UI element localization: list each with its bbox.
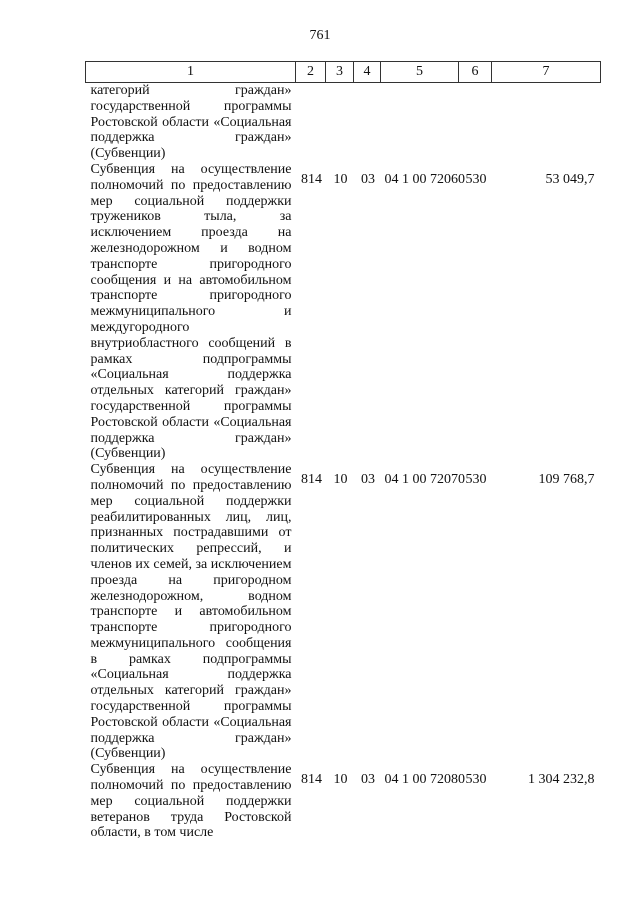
row-col-4	[354, 83, 381, 162]
row-col-5: 04 1 00 72070	[384, 472, 465, 488]
row-col-3: 10	[333, 171, 348, 187]
budget-table	[85, 61, 601, 841]
table-row	[86, 83, 601, 162]
header-col-6: 6	[459, 62, 492, 83]
row-description: Субвенция на осуществление полномочий по предоставлению мер социальной поддержки тружеников тыла, за исключением проезда на железнодорожном и водном транспорте пригородного сообщения и на автомобильном транспорте пригородного межмуниципального и междугородного внутриобластного сообщений в рамках подпрограммы «Социальная поддержка отдельных категорий граждан» государственной программы Ростовской области «Социальная поддержка граждан» (Субвенции)	[90, 161, 292, 462]
row-col-2: 814	[301, 472, 322, 488]
table-row	[86, 162, 601, 462]
row-description: Субвенция на осуществление полномочий по предоставлению мер социальной поддержки реабилитированных лиц, лиц, признанных пострадавшими от политических репрессий, и членов их семей, за исключением проезда на пригородном железнодорожном, водном транспорте и автомобильном транспорте пригородного межмуниципального сообщения в рамках подпрограммы «Социальная поддержка отдельных категорий граждан» государственной программы Ростовской области «Социальная поддержка граждан» (Субвенции)	[90, 462, 292, 762]
row-col-4: 03	[361, 472, 375, 488]
row-col-6: 530	[465, 171, 487, 187]
header-row	[86, 62, 601, 83]
page-number: 761	[309, 28, 331, 43]
row-col-6: 530	[465, 472, 487, 488]
header-col-5: 5	[381, 62, 459, 83]
row-col-5	[381, 83, 459, 162]
row-col-4: 03	[361, 171, 375, 187]
row-col-4: 03	[361, 772, 375, 788]
row-amount: 109 768,7	[538, 472, 595, 488]
header-col-3: 3	[326, 62, 354, 83]
row-amount: 1 304 232,8	[528, 772, 595, 788]
table-body	[86, 83, 601, 842]
header-col-7: 7	[492, 62, 601, 83]
row-col-6	[459, 83, 492, 162]
header-col-2: 2	[296, 62, 326, 83]
row-amount	[492, 83, 601, 162]
row-col-3: 10	[333, 472, 348, 488]
row-col-3: 10	[333, 772, 348, 788]
row-col-2: 814	[301, 171, 322, 187]
header-col-4: 4	[354, 62, 381, 83]
table-row	[86, 462, 601, 762]
row-col-6: 530	[465, 772, 487, 788]
table-row	[86, 762, 601, 841]
row-col-5: 04 1 00 72080	[384, 772, 465, 788]
table-header	[86, 62, 601, 83]
header-col-1: 1	[86, 62, 296, 83]
row-amount: 53 049,7	[545, 171, 595, 187]
row-col-3	[326, 83, 354, 162]
row-description: категорий граждан» государственной программы Ростовской области «Социальная поддержка граждан» (Субвенции)	[90, 83, 292, 162]
row-col-2: 814	[301, 772, 322, 788]
row-col-2	[296, 83, 326, 162]
row-col-5: 04 1 00 72060	[384, 171, 465, 187]
row-description: Субвенция на осуществление полномочий по предоставлению мер социальной поддержки ветеранов труда Ростовской области, в том числе	[90, 762, 292, 841]
